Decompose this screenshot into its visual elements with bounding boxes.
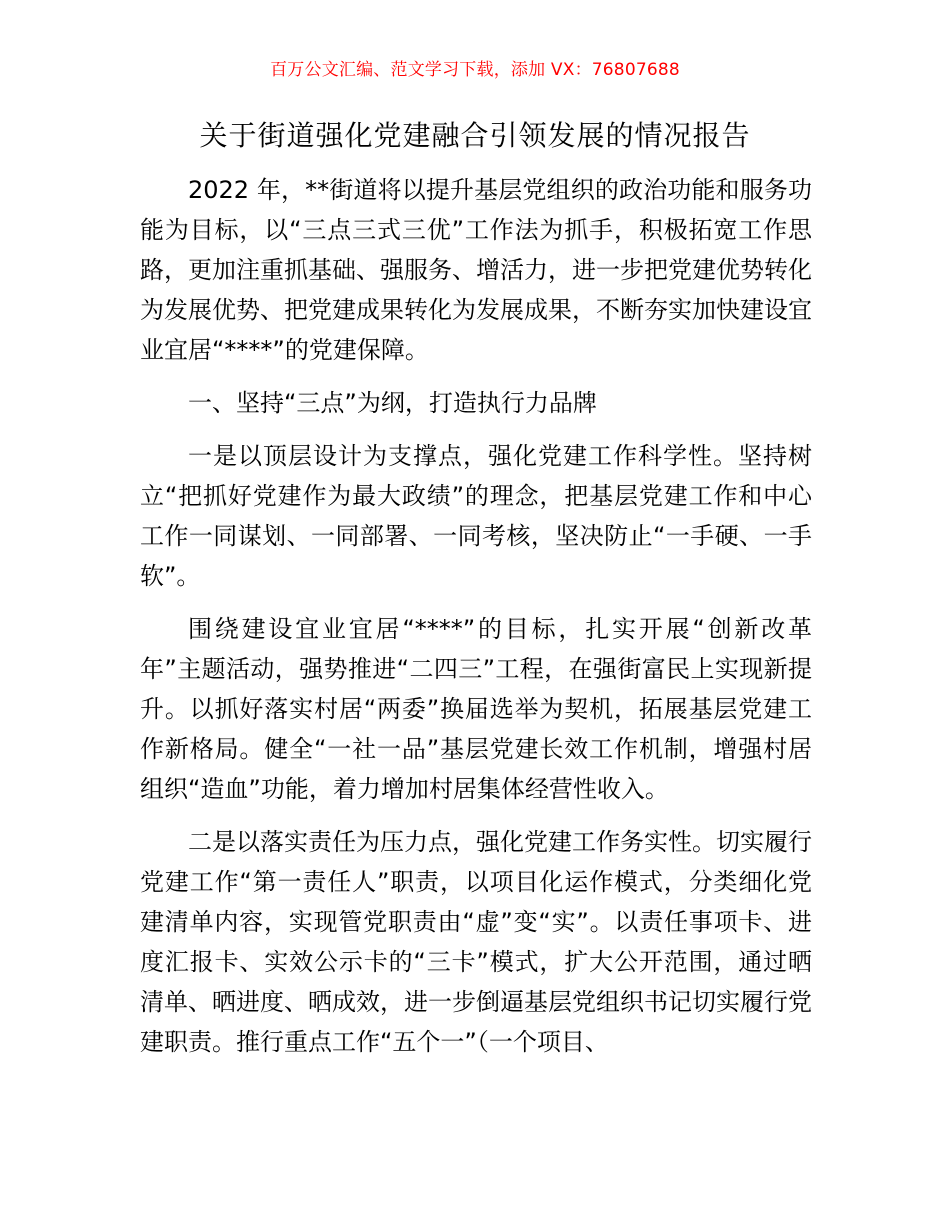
paragraph-point-1: 一是以顶层设计为支撑点，强化党建工作科学性。坚持树立“把抓好党建作为最大政绩”的理念，把基层党建工作和中心工作一同谋划、一同部署、一同考核，坚决防止“一手硬、一手软”。 [140,442,812,590]
paragraph-point-2: 二是以落实责任为压力点，强化党建工作务实性。切实履行党建工作“第一责任人”职责，以项目化运作模式，分类细化党建清单内容，实现管党职责由“虚”变“实”。以责任事项卡、进度汇报卡、实效公示卡的“三卡”模式，扩大公开范围，通过晒清单、晒进度、晒成效，进一步倒逼基层党组织书记切实履行党建职责。推行重点工作“五个一”（一个项目、 [140,828,812,1056]
paragraph-intro: 2022 年，**街道将以提升基层党组织的政治功能和服务功能为目标，以“三点三式三优”工作法为抓手，积极拓宽工作思路，更加注重抓基础、强服务、增活力，进一步把党建优势转化为发展优势、把党建成果转化为发展成果，不断夯实加快建设宜业宜居“****”的党建保障。 [140,176,812,364]
paragraph-goal: 围绕建设宜业宜居“****”的目标，扎实开展“创新改革年”主题活动，强势推进“二四三”工程，在强街富民上实现新提升。以抓好落实村居“两委”换届选举为契机，拓展基层党建工作新格局。健全“一社一品”基层党建长效工作机制，增强村居组织“造血”功能，着力增加村居集体经营性收入。 [140,615,812,803]
document-body [140,170,812,1075]
document-title: 关于街道强化党建融合引领发展的情况报告 [199,119,751,152]
header-watermark-note: 百万公文汇编、范文学习下载，添加 VX：76807688 [270,60,680,80]
section-heading-1: 一、坚持“三点”为纲，打造执行力品牌 [188,389,597,417]
